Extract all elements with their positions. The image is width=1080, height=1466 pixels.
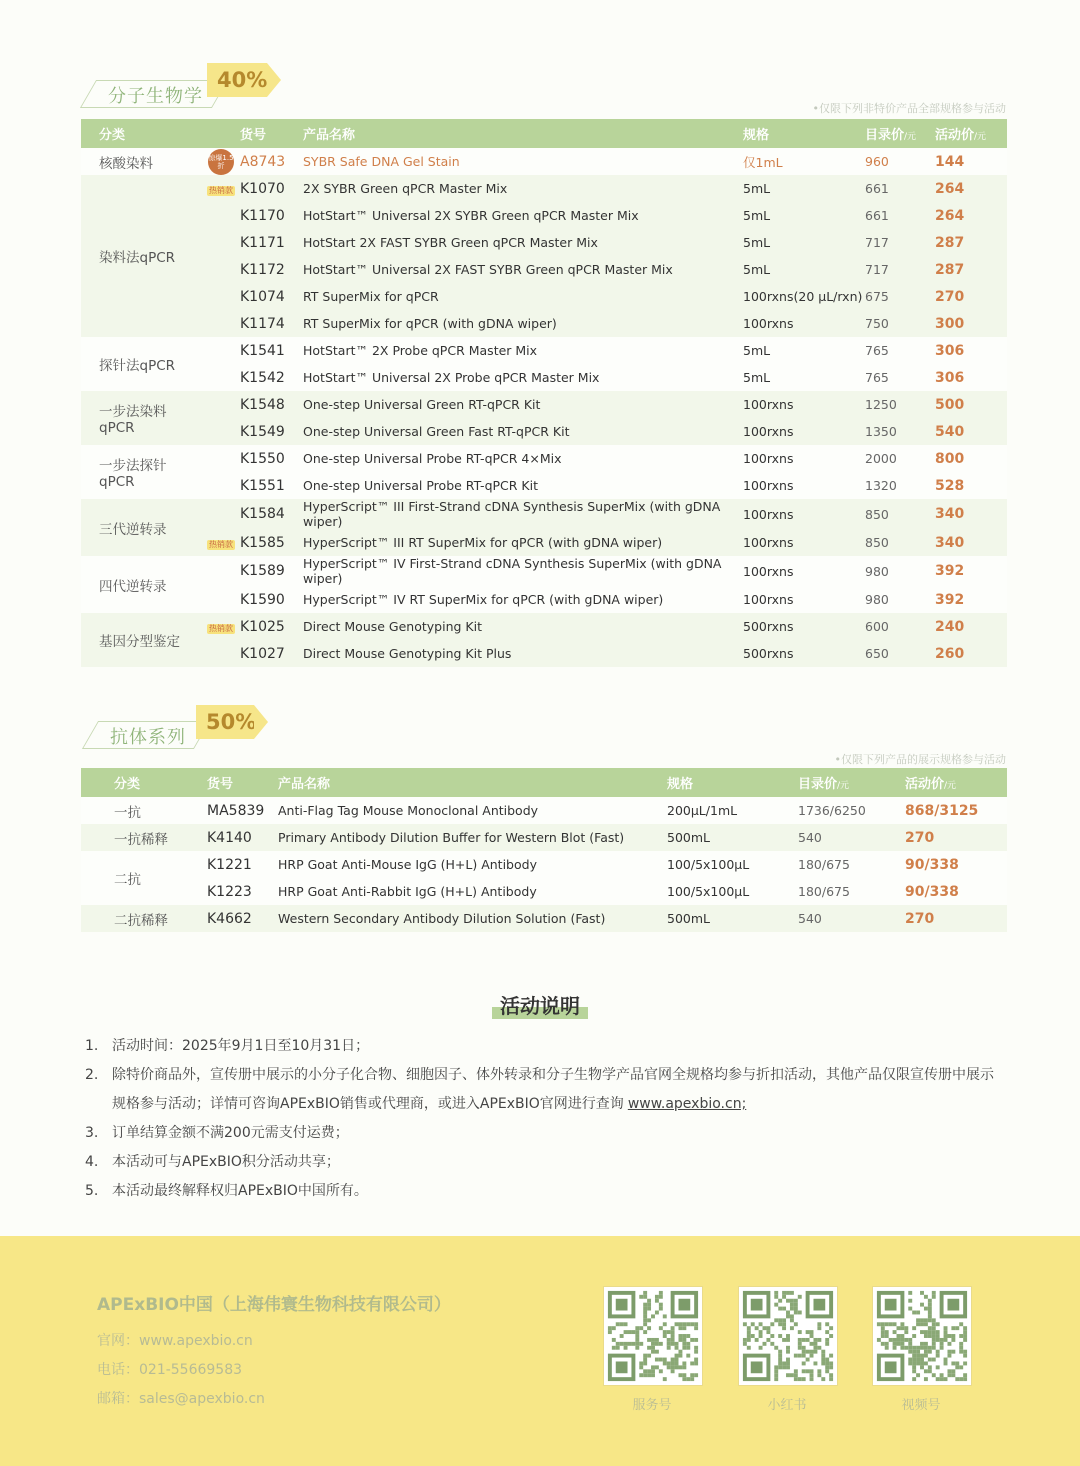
rule-item [85, 1119, 1005, 1148]
list-price: 850 [865, 529, 935, 556]
product-spec: 5mL [743, 337, 865, 364]
product-name: Direct Mouse Genotyping Kit [303, 613, 743, 640]
category-label: 一步法染料qPCR [99, 404, 167, 436]
list-price: 980 [865, 556, 935, 586]
list-price: 540 [798, 905, 905, 932]
qr-label-service: 服务号 [632, 1398, 672, 1413]
tag-cell [202, 229, 240, 256]
product-spec: 100rxns [743, 556, 865, 586]
product-spec: 5mL [743, 364, 865, 391]
product-code: K1027 [240, 640, 303, 667]
category-cell [81, 148, 202, 175]
sale-price: 270 [905, 905, 1007, 932]
tag-cell [202, 613, 240, 640]
list-price: 600 [865, 613, 935, 640]
product-name: HotStart™ Universal 2X SYBR Green qPCR Master Mix [303, 202, 743, 229]
product-code: K1541 [240, 337, 303, 364]
product-name: HyperScript™ IV RT SuperMix for qPCR (with gDNA wiper) [303, 586, 743, 613]
product-name: 2X SYBR Green qPCR Master Mix [303, 175, 743, 202]
product-spec: 仅1mL [743, 148, 865, 175]
table-row [81, 310, 1007, 337]
table-row [81, 613, 1007, 640]
rule-number: 2. [85, 1067, 99, 1083]
tag-cell [202, 391, 240, 418]
rule-text [112, 1177, 368, 1206]
header-sale-price: 活动价/元 [905, 777, 957, 792]
product-name: RT SuperMix for qPCR [303, 283, 743, 310]
qr-label-video: 视频号 [901, 1398, 941, 1413]
rule-body: 本活动最终解释权归APExBIO中国所有。 [112, 1183, 368, 1199]
list-price: 765 [865, 337, 935, 364]
header-name: 产品名称 [303, 128, 356, 143]
list-price: 1250 [865, 391, 935, 418]
table-row [81, 364, 1007, 391]
tag-cell [202, 175, 240, 202]
product-spec: 500rxns [743, 640, 865, 667]
rule-number: 5. [85, 1183, 99, 1199]
tag-cell [202, 148, 240, 175]
category-cell [81, 337, 202, 391]
rule-body: 订单结算金额不满200元需支付运费； [112, 1125, 349, 1141]
category-cell [81, 613, 202, 667]
product-name: One-step Universal Probe RT-qPCR 4×Mix [303, 445, 743, 472]
table-row [81, 175, 1007, 202]
activity-rules [85, 1032, 1005, 1206]
tag-cell [202, 337, 240, 364]
product-name: HotStart 2X FAST SYBR Green qPCR Master Mix [303, 229, 743, 256]
qr-label-xiaohongshu: 小红书 [767, 1398, 807, 1413]
category-cell [81, 445, 202, 499]
sale-price: 260 [935, 640, 1007, 667]
sale-price: 270 [935, 283, 1007, 310]
tag-cell [202, 499, 240, 529]
product-code: A8743 [240, 148, 303, 175]
tag-cell [202, 256, 240, 283]
sale-price: 264 [935, 202, 1007, 229]
website-link[interactable]: www.apexbio.cn; [627, 1096, 747, 1112]
product-name: Western Secondary Antibody Dilution Solution (Fast) [278, 905, 667, 932]
list-price: 675 [865, 283, 935, 310]
product-code: K1221 [207, 851, 278, 878]
product-name: SYBR Safe DNA Gel Stain [303, 148, 743, 175]
header-spec: 规格 [743, 128, 770, 143]
header-code: 货号 [240, 128, 267, 143]
list-price: 765 [865, 364, 935, 391]
list-price: 960 [865, 148, 935, 175]
list-price: 180/675 [798, 878, 905, 905]
product-code: K1025 [240, 613, 303, 640]
header-list-price: 目录价/元 [798, 777, 850, 792]
list-price: 1736/6250 [798, 797, 905, 824]
molecular-biology-table [81, 119, 1007, 667]
list-price: 980 [865, 586, 935, 613]
website-text: 官网：www.apexbio.cn [97, 1333, 253, 1349]
header-category: 分类 [114, 777, 141, 792]
section1-note: •仅限下列非特价产品全部规格参与活动 [812, 102, 1006, 115]
category-label: 一步法探针qPCR [99, 458, 167, 490]
category-label: 探针法qPCR [99, 358, 176, 374]
header-sale-price: 活动价/元 [935, 128, 987, 143]
product-code: K1550 [240, 445, 303, 472]
product-name: One-step Universal Green Fast RT-qPCR Kit [303, 418, 743, 445]
rule-body: 本活动可与APExBIO积分活动共享； [112, 1154, 340, 1170]
product-code: K4662 [207, 905, 278, 932]
sale-price: 500 [935, 391, 1007, 418]
sale-price: 287 [935, 229, 1007, 256]
rule-number: 4. [85, 1154, 99, 1170]
qr-pattern [873, 1287, 971, 1385]
table-row [81, 256, 1007, 283]
product-spec: 200μL/1mL [667, 797, 798, 824]
category-label: 一抗稀释 [114, 831, 168, 848]
list-price: 540 [798, 824, 905, 851]
list-price: 1350 [865, 418, 935, 445]
list-price: 650 [865, 640, 935, 667]
table-row [81, 586, 1007, 613]
product-code: K1590 [240, 586, 303, 613]
product-name: HRP Goat Anti-Rabbit IgG (H+L) Antibody [278, 878, 667, 905]
rule-number: 1. [85, 1038, 99, 1054]
product-name: HotStart™ Universal 2X FAST SYBR Green qPCR Master Mix [303, 256, 743, 283]
table-row [81, 556, 1007, 586]
rule-text [112, 1119, 349, 1148]
table-row [81, 499, 1007, 529]
product-code: K1174 [240, 310, 303, 337]
product-name: HRP Goat Anti-Mouse IgG (H+L) Antibody [278, 851, 667, 878]
product-spec: 100rxns(20 μL/rxn) [743, 283, 865, 310]
sale-price: 340 [935, 499, 1007, 529]
sale-price: 240 [935, 613, 1007, 640]
section2-title: 抗体系列 [110, 727, 186, 748]
product-code: K1171 [240, 229, 303, 256]
rule-item [85, 1061, 1005, 1119]
antibody-table [81, 768, 1007, 932]
table-row [81, 878, 1007, 905]
tag-cell [202, 283, 240, 310]
list-price: 717 [865, 229, 935, 256]
tag-cell [202, 445, 240, 472]
rule-body: 活动时间：2025年9月1日至10月31日； [112, 1038, 370, 1054]
product-name: HyperScript™ III First-Strand cDNA Synthesis SuperMix (with gDNA wiper) [303, 499, 743, 529]
product-name: Primary Antibody Dilution Buffer for Western Blot (Fast) [278, 824, 667, 851]
product-code: K1172 [240, 256, 303, 283]
tag-cell [202, 202, 240, 229]
product-code: K1548 [240, 391, 303, 418]
tag-cell [202, 364, 240, 391]
section2-note: •仅限下列产品的展示规格参与活动 [834, 753, 1006, 766]
rule-text [112, 1148, 340, 1177]
product-name: HotStart™ 2X Probe qPCR Master Mix [303, 337, 743, 364]
qr-pattern [739, 1287, 837, 1385]
list-price: 750 [865, 310, 935, 337]
qr-code-xiaohongshu[interactable] [738, 1286, 838, 1386]
product-code: K1551 [240, 472, 303, 499]
category-label: 三代逆转录 [99, 521, 167, 538]
product-spec: 100rxns [743, 445, 865, 472]
product-code: K1589 [240, 556, 303, 586]
footer [0, 1236, 1080, 1466]
hot-sale-tag: 热销款 [209, 186, 233, 195]
hot-sale-tag: 热销款 [209, 540, 233, 549]
table-row [81, 445, 1007, 472]
product-code: K1549 [240, 418, 303, 445]
qr-code-service[interactable] [603, 1286, 703, 1386]
rule-item [85, 1177, 1005, 1206]
sale-price: 264 [935, 175, 1007, 202]
product-code: K1074 [240, 283, 303, 310]
product-spec: 100/5x100μL [667, 878, 798, 905]
category-cell [81, 851, 207, 905]
sale-price: 287 [935, 256, 1007, 283]
sale-price: 868/3125 [905, 797, 1007, 824]
header-category: 分类 [99, 128, 126, 143]
activity-title: 活动说明 [492, 990, 588, 1019]
table-row [81, 229, 1007, 256]
product-code: K1223 [207, 878, 278, 905]
product-spec: 100/5x100μL [667, 851, 798, 878]
table-row [81, 905, 1007, 932]
sale-price: 270 [905, 824, 1007, 851]
table-row [81, 851, 1007, 878]
category-cell [81, 391, 202, 445]
product-spec: 5mL [743, 256, 865, 283]
product-spec: 100rxns [743, 472, 865, 499]
category-label: 染料法qPCR [99, 250, 176, 266]
list-price: 180/675 [798, 851, 905, 878]
category-cell [81, 797, 207, 824]
tag-cell [202, 640, 240, 667]
list-price: 661 [865, 175, 935, 202]
rule-text [112, 1061, 1005, 1119]
product-name: HyperScript™ IV First-Strand cDNA Synthesis SuperMix (with gDNA wiper) [303, 556, 743, 586]
product-name: HyperScript™ III RT SuperMix for qPCR (with gDNA wiper) [303, 529, 743, 556]
category-label: 一抗 [114, 804, 141, 821]
table-row [81, 529, 1007, 556]
category-cell [81, 499, 202, 556]
product-spec: 100rxns [743, 418, 865, 445]
category-cell [81, 824, 207, 851]
category-label: 四代逆转录 [99, 578, 167, 595]
email-text: 邮箱：sales@apexbio.cn [97, 1391, 265, 1407]
table-row [81, 391, 1007, 418]
product-spec: 100rxns [743, 391, 865, 418]
table-header-row [81, 119, 1007, 148]
product-name: Anti-Flag Tag Mouse Monoclonal Antibody [278, 797, 667, 824]
list-price: 661 [865, 202, 935, 229]
sale-price: 306 [935, 364, 1007, 391]
sale-price: 144 [935, 148, 1007, 175]
list-price: 2000 [865, 445, 935, 472]
qr-pattern [604, 1287, 702, 1385]
list-price: 1320 [865, 472, 935, 499]
company-name: APExBIO中国（上海伟寰生物科技有限公司） [97, 1295, 451, 1315]
header-spec: 规格 [667, 777, 694, 792]
product-spec: 100rxns [743, 499, 865, 529]
sale-price: 340 [935, 529, 1007, 556]
product-spec: 5mL [743, 202, 865, 229]
category-label: 二抗稀释 [114, 912, 168, 929]
tag-cell [202, 472, 240, 499]
sale-price: 306 [935, 337, 1007, 364]
table-row [81, 148, 1007, 175]
rule-body: 除特价商品外，宣传册中展示的小分子化合物、细胞因子、体外转录和分子生物学产品官网全规格均参与折扣活动，其他产品仅限宣传册中展示规格参与活动；详情可咨询APExBIO销售或代理商，或进入APExBIO官网进行查询 [112, 1067, 994, 1112]
table-row [81, 797, 1007, 824]
product-code: K1070 [240, 175, 303, 202]
table-row [81, 824, 1007, 851]
section2-badge: 50% [196, 705, 254, 739]
table-row [81, 283, 1007, 310]
product-spec: 500mL [667, 905, 798, 932]
category-label: 核酸染料 [99, 155, 153, 172]
burst-badge: 惊爆1.5折 [208, 149, 234, 175]
product-code: K1170 [240, 202, 303, 229]
category-cell [81, 175, 202, 337]
table-row [81, 640, 1007, 667]
category-cell [81, 905, 207, 932]
rule-item [85, 1148, 1005, 1177]
list-price: 850 [865, 499, 935, 529]
header-name: 产品名称 [278, 777, 331, 792]
product-spec: 100rxns [743, 586, 865, 613]
tag-cell [202, 310, 240, 337]
product-name: Direct Mouse Genotyping Kit Plus [303, 640, 743, 667]
activity-heading [0, 990, 1080, 1019]
sale-price: 800 [935, 445, 1007, 472]
product-spec: 5mL [743, 229, 865, 256]
rule-text [112, 1032, 369, 1061]
product-code: K1585 [240, 529, 303, 556]
tag-cell [202, 529, 240, 556]
product-code: K1542 [240, 364, 303, 391]
product-spec: 500rxns [743, 613, 865, 640]
sale-price: 90/338 [905, 851, 1007, 878]
table-row [81, 337, 1007, 364]
category-label: 二抗 [114, 872, 141, 888]
table-header-row [81, 768, 1007, 797]
product-spec: 5mL [743, 175, 865, 202]
sale-price: 540 [935, 418, 1007, 445]
product-code: K4140 [207, 824, 278, 851]
product-name: One-step Universal Green RT-qPCR Kit [303, 391, 743, 418]
rule-number: 3. [85, 1125, 99, 1141]
product-code: K1584 [240, 499, 303, 529]
table-row [81, 202, 1007, 229]
tag-cell [202, 556, 240, 586]
header-list-price: 目录价/元 [865, 128, 917, 143]
product-name: One-step Universal Probe RT-qPCR Kit [303, 472, 743, 499]
product-name: HotStart™ Universal 2X Probe qPCR Master Mix [303, 364, 743, 391]
tag-cell [202, 418, 240, 445]
table-row [81, 418, 1007, 445]
sale-price: 392 [935, 556, 1007, 586]
table-row [81, 472, 1007, 499]
section1-title: 分子生物学 [108, 86, 203, 107]
phone-text: 电话：021-55669583 [97, 1362, 243, 1378]
sale-price: 300 [935, 310, 1007, 337]
hot-sale-tag: 热销款 [209, 624, 233, 633]
category-label: 基因分型鉴定 [99, 634, 180, 650]
product-code: MA5839 [207, 797, 278, 824]
category-cell [81, 556, 202, 613]
product-spec: 100rxns [743, 529, 865, 556]
qr-code-video[interactable] [872, 1286, 972, 1386]
product-name: RT SuperMix for qPCR (with gDNA wiper) [303, 310, 743, 337]
sale-price: 392 [935, 586, 1007, 613]
sale-price: 528 [935, 472, 1007, 499]
product-spec: 500mL [667, 824, 798, 851]
section1-badge: 40% [207, 63, 267, 97]
rule-item [85, 1032, 1005, 1061]
sale-price: 90/338 [905, 878, 1007, 905]
tag-cell [202, 586, 240, 613]
list-price: 717 [865, 256, 935, 283]
product-spec: 100rxns [743, 310, 865, 337]
header-code: 货号 [207, 777, 234, 792]
